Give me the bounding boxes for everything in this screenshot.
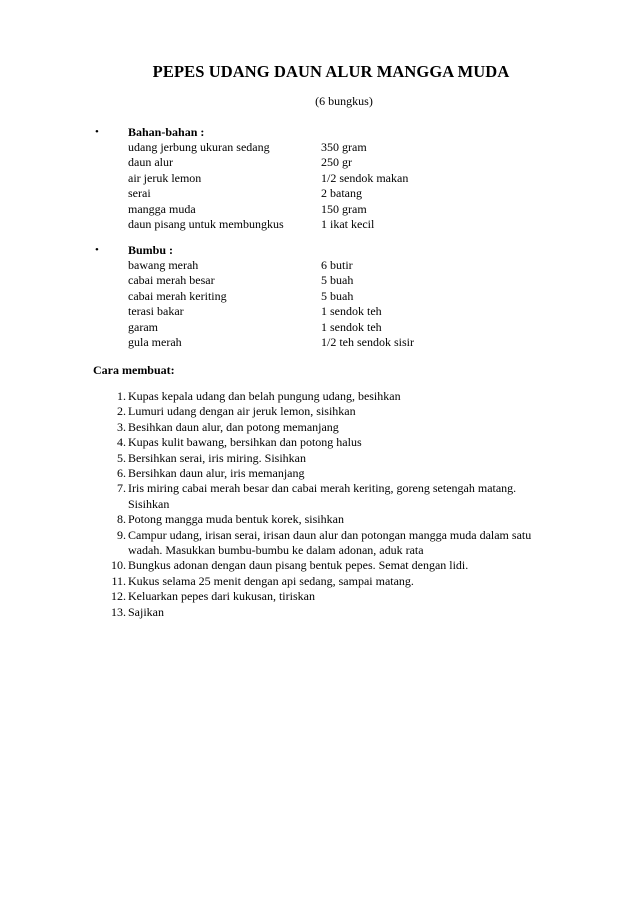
recipe-title [0,62,638,82]
bahan-item-name: serai [128,186,151,201]
step-number: 13. [111,604,126,619]
step-text: Bersihkan serai, iris miring. Sisihkan [128,450,306,465]
step-line [96,543,576,558]
step-number: 4. [117,435,126,450]
step-number: 12. [111,589,126,604]
bullet-icon: • [95,244,99,256]
bumbu-item-quantity: 6 butir [321,258,353,272]
bumbu-item-name: cabai merah besar [128,273,215,288]
step-text: Lumuri udang dengan air jeruk lemon, sisihkan [128,404,356,419]
step-line [96,528,576,543]
step-line [96,589,576,604]
bumbu-item-name: garam [128,319,158,334]
bumbu-item-name: cabai merah keriting [128,288,227,303]
bahan-item-name: daun pisang untuk membungkus [128,216,284,231]
step-number: 1. [117,389,126,403]
method-steps [96,389,576,620]
step-text: Kupas kulit bawang, bersihkan dan potong halus [128,435,362,450]
bahan-item-name: air jeruk lemon [128,170,202,185]
step-text: Kukus selama 25 menit dengan api sedang, sampai matang. [128,573,414,588]
recipe-title-text: PEPES UDANG DAUN ALUR MANGGA MUDA [152,62,510,81]
step-line [96,389,576,404]
method-heading: Cara membuat: [93,363,175,377]
ingredients-list [95,140,555,232]
step-text: Iris miring cabai merah besar dan cabai merah keriting, goreng setengah matang. [128,481,517,496]
bahan-item-name: daun alur [128,155,173,170]
step-number: 7. [117,481,126,496]
step-line [96,481,576,496]
step-text: Sajikan [128,604,164,619]
step-text: Campur udang, irisan serai, irisan daun alur dan potongan mangga muda dalam satu [128,527,532,542]
bahan-item [128,155,555,170]
step-number: 11. [111,573,126,588]
step-number: 9. [117,527,126,542]
bumbu-item [128,289,555,304]
bumbu-item-name: gula merah [128,334,182,349]
spices-heading: Bumbu : [128,243,174,257]
step-line [96,466,576,481]
bahan-item-quantity: 350 gram [321,140,367,154]
step-text: wadah. Masukkan bumbu-bumbu ke dalam adonan, aduk rata [128,543,424,558]
recipe-yield-text: (6 bungkus) [315,94,373,108]
step-text: Keluarkan pepes dari kukusan, tiriskan [128,589,315,604]
bumbu-item [128,304,555,319]
bahan-item [128,202,555,217]
bumbu-item [128,273,555,288]
ingredients-heading: Bahan-bahan : [128,125,205,139]
bahan-item-quantity: 150 gram [321,201,367,216]
step-line [96,605,576,620]
step-number [96,497,128,512]
bahan-item-quantity: 2 batang [321,186,362,201]
bahan-item-name: udang jerbung ukuran sedang [128,140,270,154]
step-line [96,574,576,589]
bumbu-item [128,335,555,350]
step-number: 3. [117,419,126,434]
bahan-item [128,217,555,232]
bumbu-item-name: bawang merah [128,258,199,272]
bahan-item-name: mangga muda [128,201,196,216]
step-line [96,512,576,527]
recipe-yield [0,93,638,109]
bumbu-item [128,320,555,335]
bumbu-item-name: terasi bakar [128,304,184,319]
bumbu-item-quantity: 1 sendok teh [321,319,382,334]
step-number [96,543,128,558]
ingredients-section [95,124,555,232]
step-line [96,435,576,450]
step-text: Besihkan daun alur, dan potong memanjang [128,419,339,434]
spices-list [95,258,555,350]
step-text: Sisihkan [128,496,170,511]
bahan-item-quantity: 1/2 sendok makan [321,170,409,185]
step-text: Bungkus adonan dengan daun pisang bentuk pepes. Semat dengan lidi. [128,558,469,573]
bahan-item [128,186,555,201]
bahan-item [128,140,555,155]
step-line [96,404,576,419]
step-text: Potong mangga muda bentuk korek, sisihkan [128,512,344,527]
step-line [96,451,576,466]
step-number: 8. [117,512,126,527]
bumbu-item-quantity: 1 sendok teh [321,304,382,319]
step-number: 2. [117,404,126,419]
step-text: Bersihkan daun alur, iris memanjang [128,466,305,481]
step-number: 10. [111,558,126,573]
bumbu-item [128,258,555,273]
bahan-item [128,171,555,186]
step-number: 6. [117,466,126,481]
bumbu-item-quantity: 1/2 teh sendok sisir [321,334,414,349]
spices-section [95,242,555,350]
bumbu-item-quantity: 5 buah [321,273,354,288]
bumbu-item-quantity: 5 buah [321,288,354,303]
step-line [96,497,576,512]
bahan-item-quantity: 1 ikat kecil [321,216,375,231]
step-text: Kupas kepala udang dan belah pungung udang, besihkan [128,389,401,403]
step-line [96,420,576,435]
step-line [96,558,576,573]
bullet-icon: • [95,126,99,138]
bahan-item-quantity: 250 gr [321,155,352,170]
step-number: 5. [117,450,126,465]
